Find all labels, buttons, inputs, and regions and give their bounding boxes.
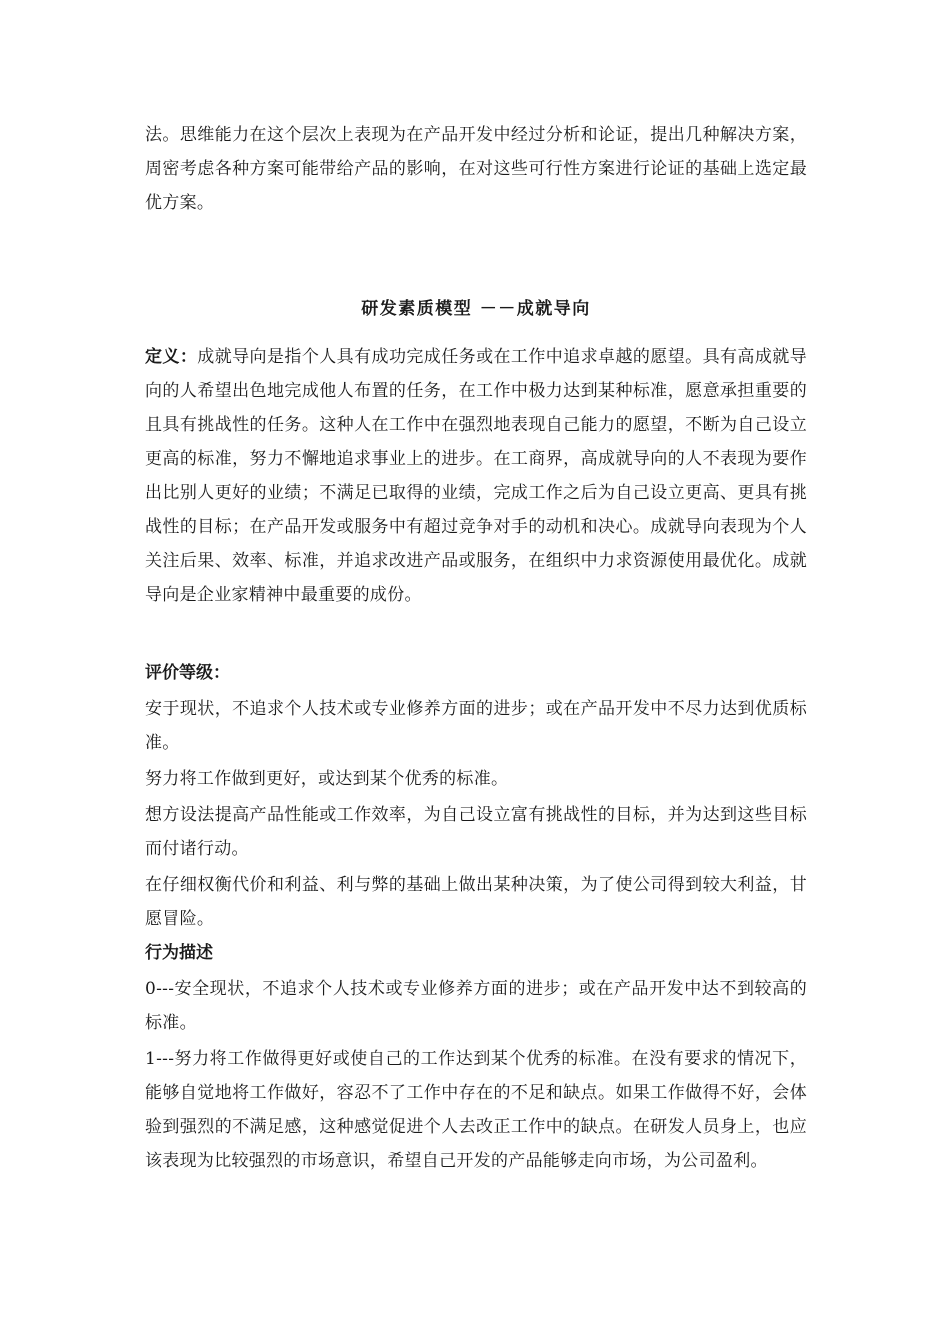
behavior-heading: 行为描述 [145,943,213,963]
intro-paragraph: 法。思维能力在这个层次上表现为在产品开发中经过分析和论证，提出几种解决方案，周密考虑各种方案可能带给产品的影响，在对这些可行性方案进行论证的基础上选定最优方案。 [145,125,807,213]
evaluation-item-4: 在仔细权衡代价和利益、利与弊的基础上做出某种决策，为了使公司得到较大利益，甘愿冒险。 [145,875,807,929]
evaluation-item-2: 努力将工作做到更好，或达到某个优秀的标准。 [145,769,509,789]
behavior-section [145,936,807,1178]
definition-paragraph [145,340,807,612]
evaluation-item-3: 想方设法提高产品性能或工作效率，为自己设立富有挑战性的目标，并为达到这些目标而付诸行动。 [145,805,807,859]
section-title: 研发素质模型 －－成就导向 [361,299,591,319]
definition-text: 成就导向是指个人具有成功完成任务或在工作中追求卓越的愿望。具有高成就导向的人希望出色地完成他人布置的任务，在工作中极力达到某种标准，愿意承担重要的且具有挑战性的任务。这种人在工作中在强烈地表现自己能力的愿望，不断为自己设立更高的标准，努力不懈地追求事业上的进步。在工商界，高成就导向的人不表现为要作出比别人更好的业绩；不满足已取得的业绩，完成工作之后为自己设立更高、更具有挑战性的目标；在产品开发或服务中有超过竞争对手的动机和决心。成就导向表现为个人关注后果、效率、标准，并追求改进产品或服务，在组织中力求资源使用最优化。成就导向是企业家精神中最重要的成份。 [145,347,808,605]
behavior-item-0: 0---安全现状，不追求个人技术或专业修养方面的进步；或在产品开发中达不到较高的标准。 [145,979,807,1033]
evaluation-heading: 评价等级： [145,663,230,683]
behavior-item-1: 1---努力将工作做得更好或使自己的工作达到某个优秀的标准。在没有要求的情况下，能够自觉地将工作做好，容忍不了工作中存在的不足和缺点。如果工作做得不好，会体验到强烈的不满足感，这种感觉促进个人去改正工作中的缺点。在研发人员身上，也应该表现为比较强烈的市场意识，希望自己开发的产品能够走向市场，为公司盈利。 [145,1049,807,1171]
evaluation-item-1: 安于现状，不追求个人技术或专业修养方面的进步；或在产品开发中不尽力达到优质标准。 [145,699,807,753]
definition-label: 定义： [145,347,198,367]
evaluation-section [145,656,807,936]
